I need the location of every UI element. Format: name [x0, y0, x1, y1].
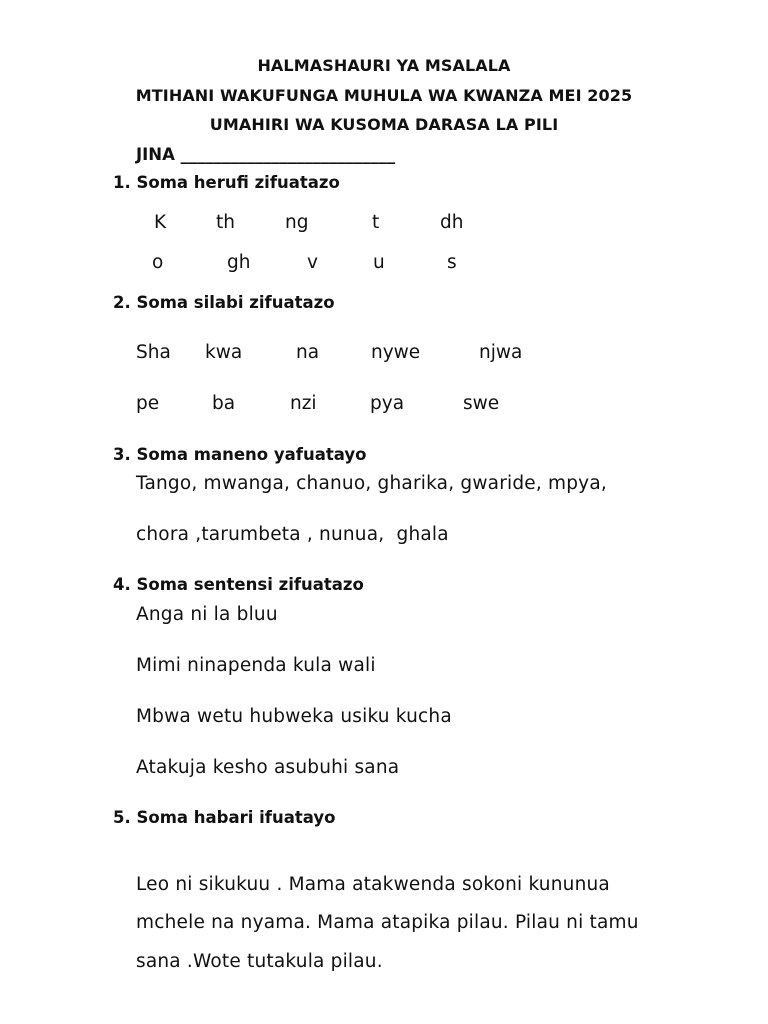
words-line: chora ,tarumbeta , nunua, ghala — [136, 524, 449, 545]
story-text: sana — [136, 951, 181, 972]
section-4-title: 4. Soma sentensi zifuatazo — [113, 575, 364, 594]
syllable-item: ba — [212, 393, 236, 414]
section-2-title: 2. Soma silabi zifuatazo — [113, 293, 335, 312]
letter-item: dh — [440, 212, 464, 233]
letter-item: th — [216, 212, 235, 233]
syllable-item: nywe — [371, 342, 421, 363]
section-1-title: 1. Soma herufi zifuatazo — [113, 173, 340, 192]
story-text: . Mama atakwenda sokoni kununua — [270, 874, 610, 895]
sentence-line: Anga ni la bluu — [136, 604, 278, 625]
letter-item: u — [373, 252, 385, 273]
name-field: JINA __________________________ — [136, 145, 396, 164]
syllable-item: kwa — [205, 342, 243, 363]
exam-title: MTIHANI WAKUFUNGA MUHULA WA KWANZA MEI 2025 — [135, 86, 633, 105]
story-text: Pilau ni tamu — [508, 912, 639, 933]
subject-title: UMAHIRI WA KUSOMA DARASA LA PILI — [209, 115, 559, 134]
letter-item: K — [154, 212, 167, 233]
syllable-item: njwa — [479, 342, 523, 363]
council-title: HALMASHAURI YA MSALALA — [257, 56, 511, 75]
story-line — [136, 873, 610, 897]
letter-item: gh — [227, 252, 251, 273]
sentence-line: Atakuja kesho asubuhi sana — [136, 757, 400, 778]
sentence-line: Mbwa wetu hubweka usiku kucha — [136, 706, 452, 727]
sentence-line: Mimi ninapenda kula wali — [136, 655, 376, 676]
story-text: .Wote — [180, 951, 241, 972]
story-text: mchele na nyama. Mama atapika pilau. — [136, 912, 509, 933]
letter-item: s — [447, 252, 457, 273]
section-3-title: 3. Soma maneno yafuatayo — [113, 445, 367, 464]
story-text: Leo ni sikukuu — [136, 874, 271, 895]
syllable-item: nzi — [290, 393, 317, 414]
section-5-title: 5. Soma habari ifuatayo — [113, 808, 336, 827]
story-text: tutakula pilau. — [240, 951, 383, 972]
syllable-item: Sha — [136, 342, 171, 363]
story-line — [136, 950, 383, 974]
letter-item: ng — [285, 212, 309, 233]
syllable-item: na — [296, 342, 320, 363]
words-line: Tango, mwanga, chanuo, gharika, gwaride, mpya, — [136, 473, 607, 494]
syllable-item: pya — [370, 393, 405, 414]
story-line — [136, 911, 639, 935]
syllable-item: swe — [463, 393, 500, 414]
syllable-item: pe — [136, 393, 160, 414]
letter-item: v — [307, 252, 318, 273]
letter-item: t — [372, 212, 380, 233]
letter-item: o — [152, 252, 164, 273]
